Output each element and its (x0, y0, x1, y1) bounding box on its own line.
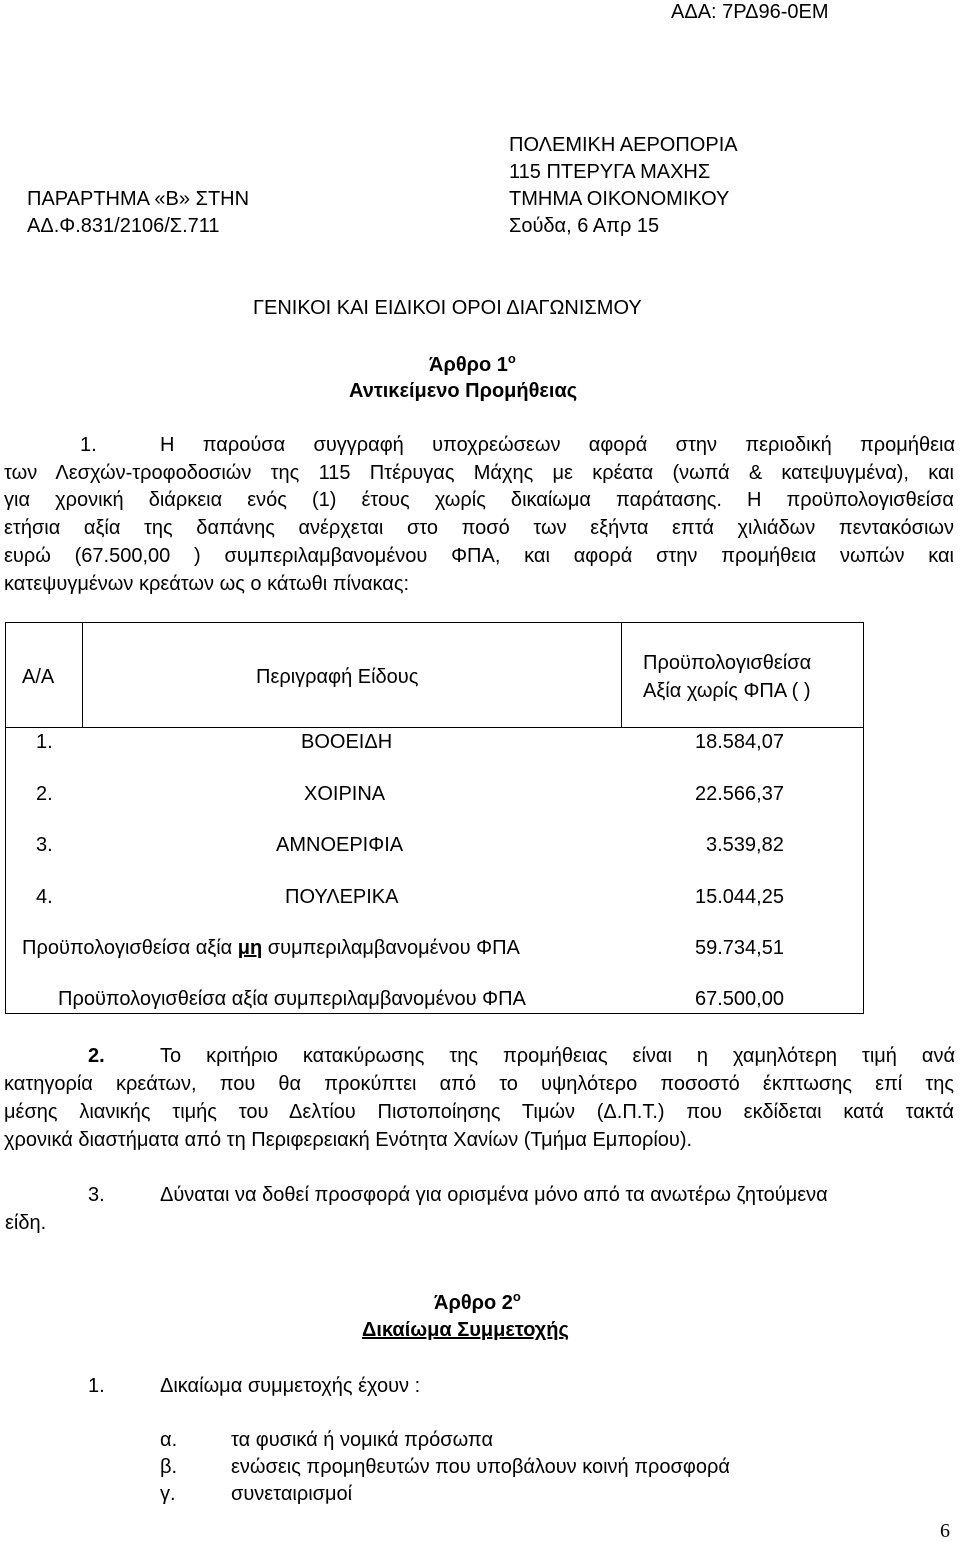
document-title: ΓΕΝΙΚΟΙ ΚΑΙ ΕΙΔΙΚΟΙ ΟΡΟΙ ΔΙΑΓΩΝΙΣΜΟΥ (253, 297, 642, 319)
row-value: 3.539,82 (706, 834, 784, 856)
document-date: Σούδα, 6 Απρ 15 (509, 215, 660, 237)
list-item-marker: γ. (160, 1483, 176, 1505)
table-divider (6, 727, 863, 728)
article1-subheading: Αντικείμενο Προμήθειας (349, 380, 578, 402)
list-item-text: συνεταιρισμοί (231, 1483, 353, 1505)
org-wing: 115 ΠΤΕΡΥΓΑ ΜΑΧΗΣ (509, 161, 711, 183)
table-header-description: Περιγραφή Είδους (256, 666, 419, 688)
article1-paragraph2-text-line: κατηγορία κρεάτων, που θα προκύπτει από το υψηλότερο ποσοστό έκπτωσης επί της (4, 1073, 954, 1095)
ada-code: ΑΔΑ: 7ΡΔ96-0ΕΜ (671, 1, 829, 23)
row-description: ΠΟΥΛΕΡΙΚΑ (285, 886, 399, 908)
article1-paragraph2-text-line: χρονικά διαστήματα από τη Περιφερειακή Ενότητα Χανίων (Τμήμα Εμπορίου). (4, 1129, 693, 1151)
list-item-text: ενώσεις προμηθευτών που υποβάλουν κοινή προσφορά (231, 1456, 730, 1478)
list-item-marker: β. (160, 1456, 178, 1478)
article1-paragraph1-text-line: Η παρούσα συγγραφή υποχρεώσεων αφορά στην περιοδική προμήθεια (160, 434, 955, 456)
article1-paragraph2-number: 2. (88, 1045, 105, 1067)
org-name: ΠΟΛΕΜΙΚΗ ΑΕΡΟΠΟΡΙΑ (509, 134, 738, 156)
table-header-value: Αξία χωρίς ΦΠΑ ( ) (643, 680, 811, 702)
list-item-marker: α. (160, 1429, 178, 1451)
article1-paragraph1-number: 1. (80, 434, 97, 456)
budget-table (5, 622, 864, 1014)
total-excl-vat-value: 59.734,51 (695, 937, 784, 959)
row-description: ΒΟΟΕΙΔΗ (301, 731, 393, 753)
article2-paragraph1-text: Δικαίωμα συμμετοχής έχουν : (160, 1375, 421, 1397)
appendix-reference: ΑΔ.Φ.831/2106/Σ.711 (27, 215, 220, 237)
row-aa: 3. (36, 834, 53, 856)
row-aa: 4. (36, 886, 53, 908)
article1-heading: Άρθρο $1^o$ (429, 351, 516, 376)
article1-paragraph2-text-line: μέσης λιανικής τιμής του Δελτίου Πιστοποίησης Τιμών (Δ.Π.Τ.) που εκδίδεται κατά τακτά (4, 1101, 954, 1123)
article2-heading: Άρθρο $2^o$ (434, 1289, 521, 1314)
total-excl-vat-label: Προϋπολογισθείσα αξία μη συμπεριλαμβανομένου ΦΠΑ (22, 937, 520, 959)
table-divider (621, 623, 622, 727)
table-divider (82, 623, 83, 727)
org-department: ΤΜΗΜΑ ΟΙΚΟΝΟΜΙΚΟΥ (509, 188, 730, 210)
article1-paragraph3-text-line: Δύναται να δοθεί προσφορά για ορισμένα μόνο από τα ανωτέρω ζητούμενα (160, 1184, 828, 1206)
row-aa: 1. (36, 731, 53, 753)
list-item-text: τα φυσικά ή νομικά πρόσωπα (231, 1429, 494, 1451)
article2-subheading: Δικαίωμα Συμμετοχής (362, 1319, 569, 1341)
total-incl-vat-value: 67.500,00 (695, 988, 784, 1010)
article1-paragraph1-text-line: ετήσια αξία της δαπάνης ανέρχεται στο ποσό των εξήντα επτά χιλιάδων πεντακόσιων (4, 517, 954, 539)
article1-paragraph1-text-line: για χρονική διάρκεια ενός (1) έτους χωρίς δικαίωμα παράτασης. Η προϋπολογισθείσα (4, 489, 954, 511)
article1-paragraph1-text-line: των Λεσχών-τροφοδοσιών της 115 Πτέρυγας Μάχης με κρέατα (νωπά & κατεψυγμένα), και (4, 462, 954, 484)
row-aa: 2. (36, 783, 53, 805)
article1-paragraph3-number: 3. (88, 1184, 105, 1206)
table-header-aa: Α/Α (22, 666, 55, 688)
article1-paragraph1-text-line: κατεψυγμένων κρεάτων ως ο κάτωθι πίνακας: (4, 573, 410, 595)
row-description: ΧΟΙΡΙΝΑ (304, 783, 386, 805)
table-header-value: Προϋπολογισθείσα (643, 652, 812, 674)
row-value: 22.566,37 (695, 783, 784, 805)
article1-paragraph3-text-line: είδη. (5, 1212, 47, 1234)
page-number: 6 (940, 1520, 950, 1542)
article1-paragraph1-text-line: ευρώ (67.500,00 ) συμπεριλαμβανομένου ΦΠΑ, και αφορά στην προμήθεια νωπών και (4, 545, 954, 567)
row-value: 15.044,25 (695, 886, 784, 908)
article1-paragraph2-text-line: Το κριτήριο κατακύρωσης της προμήθειας είναι η χαμηλότερη τιμή ανά (160, 1045, 955, 1067)
appendix-label: ΠΑΡΑΡΤΗΜΑ «Β» ΣΤΗΝ (27, 188, 250, 210)
total-incl-vat-label: Προϋπολογισθείσα αξία συμπεριλαμβανομένου ΦΠΑ (58, 988, 526, 1010)
article2-paragraph1-number: 1. (88, 1375, 105, 1397)
row-value: 18.584,07 (695, 731, 784, 753)
row-description: ΑΜΝΟΕΡΙΦΙΑ (276, 834, 404, 856)
